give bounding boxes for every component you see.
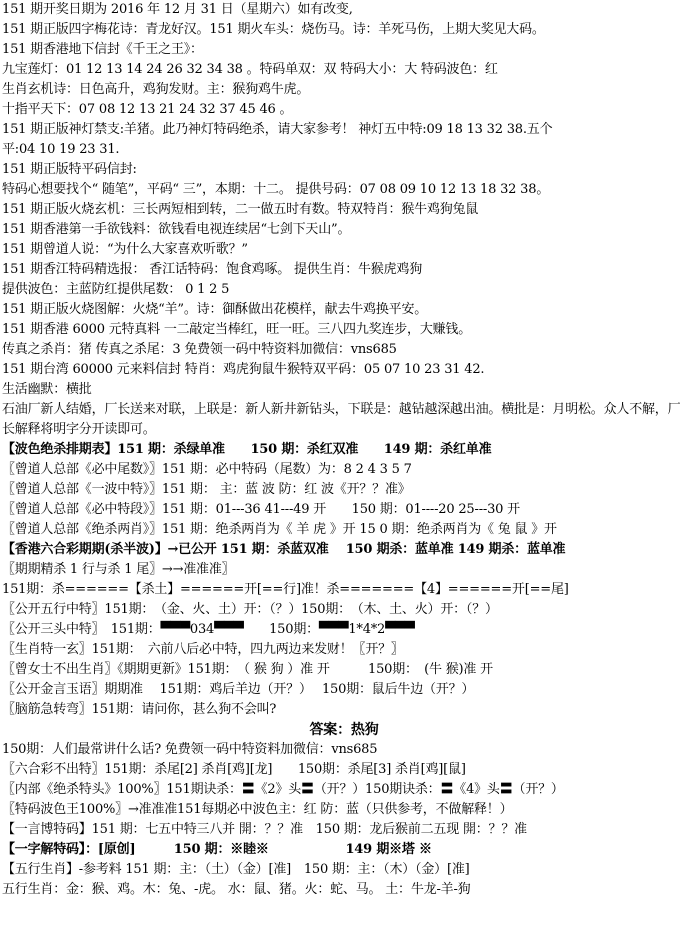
text-line: 〖六合彩不出特〗151期：杀尾[2] 杀肖[鸡][龙] 150期：杀尾[3] 杀肖[鸡][鼠] bbox=[2, 762, 466, 777]
text-line: 提供波色：主蓝防红提供尾数： 0 1 2 5 bbox=[2, 282, 230, 297]
text-line: 151 期正版火烧图解：火烧“羊”。诗：御酥做出花模样，献去牛鸡换平安。 bbox=[2, 302, 428, 317]
text-line: 151 期香江特码精选报： 香江话特码：饱食鸡啄。 提供生肖：牛猴虎鸡狗 bbox=[2, 262, 423, 277]
text-line: 151 期开奖日期为 2016 年 12 月 31 日（星期六）如有改变, bbox=[2, 2, 353, 17]
answer-line: 答案：热狗 bbox=[309, 722, 379, 738]
text-line: 151 期正版神灯禁支:羊猪。此乃神灯特码绝杀，请大家参考！ 神灯五中特:09 18 13 32 38.五个 bbox=[2, 122, 553, 137]
text-line: 【五行生肖】-参考料 151 期：主：（土）（金）[准] 150 期：主：（木）（金）[准] bbox=[2, 862, 470, 877]
text-line: 【一言博特码】151 期：七五中特三八并 開：？？准 150 期：龙后猴前二五现 開：？？准 bbox=[2, 822, 527, 837]
text-line: 〖公开金言玉语〗期期准 151期：鸡后羊边（开？） 150期：鼠后牛边（开？） bbox=[2, 682, 475, 697]
prediction-section bbox=[0, 440, 688, 720]
text-line: 〖曾道人总部《必中特段》〗151 期：01---36 41---49 开 150 期：01----20 25---30 开 bbox=[2, 502, 520, 517]
text-line: 特码心想要找个“ 随笔”，平码“ 三”，本期：十二。 提供号码：07 08 09 10 12 13 18 32 38。 bbox=[2, 182, 550, 197]
text-line: 〖期期精杀 1 行与杀 1 尾〗→→准准准〗 bbox=[2, 562, 235, 577]
text-line: 十指平天下：07 08 12 13 21 24 32 37 45 46 。 bbox=[2, 102, 293, 117]
text-line: 〖特码波色王100%〗→准准准151每期必中波色主：红 防：蓝（只供参考，不做解释！） bbox=[2, 802, 513, 817]
text-line: 〖曾女士不出生肖〗《期期更新》151期： （ 猴 狗 ）准 开 150期： (牛 猴)准 开 bbox=[2, 662, 493, 677]
text-line: 〖生肖特一玄〗151期： 六前八后必中特，四九两边来发财！〖开？〗 bbox=[2, 642, 404, 657]
text-line: 【一字解特码】：[原创] 150 期：※睦※ 149 期※塔 ※ bbox=[2, 842, 432, 857]
text-line: 生活幽默：横批 bbox=[2, 382, 92, 397]
text-line: 【香港六合彩期期(杀半波)】→已公开 151 期：杀蓝双准 150 期杀：蓝单准 149 期杀：蓝单准 bbox=[2, 542, 566, 557]
text-line: 〖内部《绝杀特头》100%〗151期诀杀：〓《2》头〓（开？）150期诀杀：〓《4》头〓（开？） bbox=[2, 782, 564, 797]
text-line: 151 期正版特平码信封: bbox=[2, 162, 137, 177]
text-line: 150期：人们最常讲什么话? 免费领一码中特资料加微信：vns685 bbox=[2, 742, 378, 757]
text-line: 151 期香港地下信封《千王之王》： bbox=[2, 42, 203, 57]
text-line: 151 期香港 6000 元特真料 一二敲定当棒红，旺一旺。三八四九奖连步，大赚钱。 bbox=[2, 322, 472, 337]
text-line: 〖脑筋急转弯〗151期：请问你，甚么狗不会叫? bbox=[2, 702, 277, 717]
text-line: 〖公开五行中特〗151期： （金、火、土）开：（？）150期： （木、土、火）开：（？） bbox=[2, 602, 498, 617]
text-line: 151 期正版四字梅花诗：青龙好汉。151 期火车头：烧伤马。诗：羊死马伤，上期大奖见大码。 bbox=[2, 22, 545, 37]
text-line: 传真之杀肖：猪 传真之杀尾：3 免费领一码中特资料加微信：vns685 bbox=[2, 342, 397, 357]
text-line: 九宝莲灯：01 12 13 14 24 26 32 34 38 。特码单双：双 特码大小：大 特码波色：红 bbox=[2, 62, 498, 77]
text-line: 〖曾道人总部《绝杀两肖》〗151 期：绝杀两肖为《 羊 虎 》开 15 0 期：绝杀两肖为《 兔 鼠 》开 bbox=[2, 522, 557, 537]
humor-paragraph: 石油厂新人结婚，厂长送来对联，上联是：新人新井新钻头，下联是：越钻越深越出油。横批是：月明松。众人不解，厂长解释将明字分开读即可。 bbox=[2, 402, 681, 437]
text-line: 〖曾道人总部《一波中特》〗151 期： 主：蓝 波 防：红 波《开？？准》 bbox=[2, 482, 411, 497]
text-line: 生肖玄机诗：日色高升，鸡狗发财。主：猴狗鸡牛虎。 bbox=[2, 82, 310, 97]
text-line: 平:04 10 19 23 31. bbox=[2, 142, 120, 157]
text-line: 〖公开三头中特〗 151期：▀▀▀034▀▀▀ 150期：▀▀▀1*4*2▀▀▀ bbox=[2, 622, 415, 637]
extra-prediction-section bbox=[0, 740, 688, 900]
text-line: 【波色绝杀排期表】151 期：杀绿单准 150 期：杀红双准 149 期：杀红单准 bbox=[2, 442, 492, 457]
text-line: 151期：杀======【杀土】======开[==行]准！杀=======【4】======开[==尾] bbox=[2, 582, 569, 597]
text-line: 151 期台湾 60000 元来料信封 特肖：鸡虎狗鼠牛猴特双平码：05 07 10 23 31 42. bbox=[2, 362, 485, 377]
text-line: 五行生肖：金：猴、鸡。木：兔、-虎。 水：鼠、猪。火：蛇、马。 土：牛龙-羊-狗 bbox=[2, 882, 471, 897]
text-line: 〖曾道人总部《必中尾数》〗151 期：必中特码（尾数）为：8 2 4 3 5 7 bbox=[2, 462, 412, 477]
text-line: 151 期香港第一手欲钱料：欲钱看电视连续居“七剑下天山”。 bbox=[2, 222, 351, 237]
lottery-notes-section bbox=[0, 0, 688, 400]
text-line: 151 期曾道人说：“为什么大家喜欢听歌？” bbox=[2, 242, 248, 257]
text-line: 151 期正版火烧玄机：三长两短相到转，二一做五时有数。特双特肖：猴牛鸡狗兔鼠 bbox=[2, 202, 479, 217]
